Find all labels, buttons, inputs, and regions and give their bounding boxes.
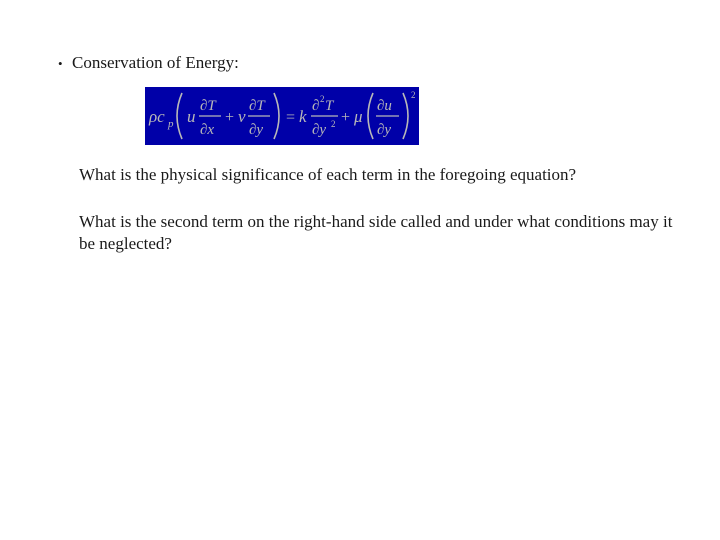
eq-d2T: ∂ bbox=[312, 98, 320, 114]
eq-dT-1: ∂T bbox=[200, 98, 216, 114]
eq-sup-2a: 2 bbox=[320, 94, 325, 104]
eq-left-paren-2 bbox=[368, 93, 373, 139]
eq-rho-cp: ρc bbox=[149, 107, 165, 126]
eq-du: ∂u bbox=[377, 98, 392, 114]
bullet-heading: Conservation of Energy: bbox=[72, 53, 239, 72]
eq-dT-2: ∂T bbox=[249, 98, 265, 114]
question-1: What is the physical significance of each term in the foregoing equation? bbox=[79, 165, 577, 184]
eq-dy-1: ∂y bbox=[249, 122, 264, 138]
eq-plus-1: + bbox=[225, 109, 235, 126]
eq-plus-2: + bbox=[341, 109, 351, 126]
eq-v: v bbox=[238, 107, 246, 126]
question-2: What is the second term on the right-hand side called and under what conditions may it be neglected? bbox=[79, 212, 673, 253]
eq-mu: μ bbox=[354, 107, 363, 126]
energy-equation-image bbox=[145, 87, 419, 145]
bullet-marker: • bbox=[58, 56, 63, 71]
eq-dx: ∂x bbox=[200, 122, 215, 138]
eq-left-paren-1 bbox=[177, 93, 182, 139]
eq-dy2: ∂y bbox=[312, 122, 327, 138]
eq-sup-2b: 2 bbox=[331, 119, 336, 129]
bullet-item bbox=[58, 52, 239, 75]
eq-dy-2: ∂y bbox=[377, 122, 392, 138]
eq-right-paren-1 bbox=[274, 93, 279, 139]
eq-subscript-p: p bbox=[168, 118, 174, 130]
eq-k: k bbox=[299, 107, 307, 126]
eq-sup-2c: 2 bbox=[411, 90, 416, 100]
energy-equation-formula bbox=[145, 87, 419, 145]
eq-right-paren-2 bbox=[403, 93, 408, 139]
eq-u: u bbox=[187, 107, 196, 126]
eq-T: T bbox=[325, 98, 334, 114]
eq-equals: = bbox=[286, 109, 296, 126]
